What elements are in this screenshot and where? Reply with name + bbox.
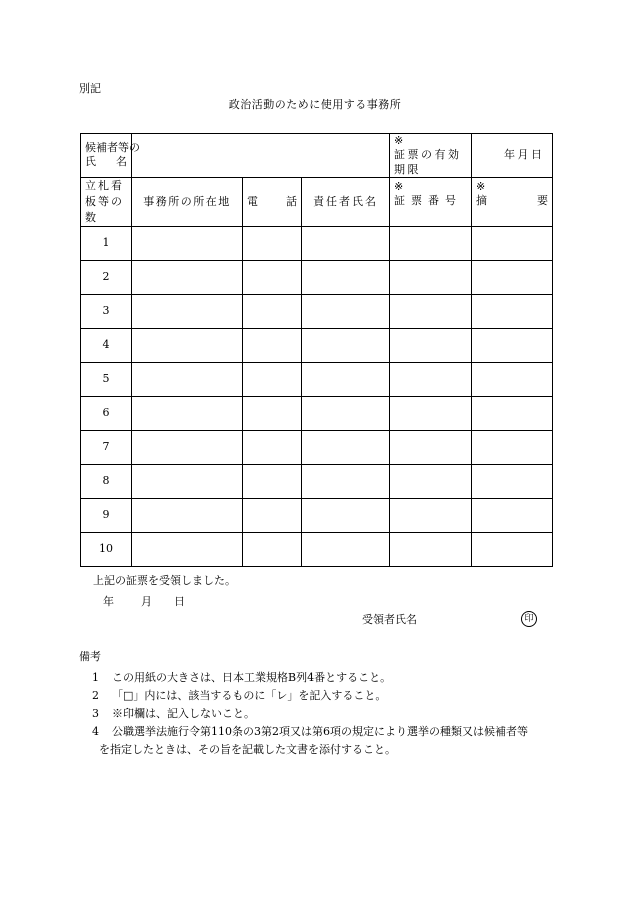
phone-field[interactable] (243, 464, 302, 498)
phone-field[interactable] (243, 532, 302, 566)
table-row (81, 532, 553, 566)
candidate-name-label-cell (81, 134, 140, 178)
row-number: 4 (81, 328, 132, 362)
remarks-field[interactable] (472, 396, 553, 430)
table-row (81, 498, 553, 532)
office-location-field[interactable] (132, 532, 243, 566)
note-item-4-continuation: を指定したときは、その旨を記載した文書を添付すること。 (99, 743, 396, 756)
header-phone: 電 話 (243, 177, 302, 226)
cert-number-field[interactable] (390, 498, 472, 532)
responsible-field[interactable] (302, 362, 390, 396)
row-number: 8 (81, 464, 132, 498)
responsible-field[interactable] (302, 498, 390, 532)
row-number: 1 (81, 226, 132, 260)
remarks-field[interactable] (472, 294, 553, 328)
row-number: 9 (81, 498, 132, 532)
responsible-field[interactable] (302, 430, 390, 464)
phone-field[interactable] (243, 260, 302, 294)
responsible-field[interactable] (302, 260, 390, 294)
row-number: 6 (81, 396, 132, 430)
responsible-field[interactable] (302, 226, 390, 260)
table-row (81, 328, 553, 362)
remarks-field[interactable] (472, 498, 553, 532)
table-row (81, 464, 553, 498)
cert-number-field[interactable] (390, 294, 472, 328)
candidate-name-label-line1: 候 補 者 等 の (85, 141, 140, 155)
validity-date-field[interactable]: 年 月 日 (472, 134, 553, 178)
office-location-field[interactable] (132, 260, 243, 294)
header-responsible: 責任者氏名 (302, 177, 390, 226)
header-office-location: 事務所の所在地 (132, 177, 243, 226)
office-location-field[interactable] (132, 396, 243, 430)
responsible-field[interactable] (302, 328, 390, 362)
responsible-field[interactable] (302, 396, 390, 430)
phone-field[interactable] (243, 396, 302, 430)
validity-label-cell (390, 134, 472, 178)
header-cert-number: ※ 証票番号 (390, 177, 472, 226)
table-row (81, 362, 553, 396)
row-number: 3 (81, 294, 132, 328)
remarks-field[interactable] (472, 430, 553, 464)
office-location-field[interactable] (132, 328, 243, 362)
responsible-field[interactable] (302, 294, 390, 328)
cert-number-field[interactable] (390, 464, 472, 498)
phone-field[interactable] (243, 328, 302, 362)
office-location-field[interactable] (132, 430, 243, 464)
cert-number-field[interactable] (390, 226, 472, 260)
remarks-field[interactable] (472, 532, 553, 566)
validity-label: 証票の有効期限 (394, 148, 462, 176)
office-location-field[interactable] (132, 498, 243, 532)
row-number: 2 (81, 260, 132, 294)
cert-number-field[interactable] (390, 362, 472, 396)
remarks-field[interactable] (472, 226, 553, 260)
document-title: 政治活動のために使用する事務所 (228, 98, 402, 111)
note-item-1: 1 この用紙の大きさは、日本工業規格B列4番とすること。 (92, 671, 392, 684)
cert-number-field[interactable] (390, 396, 472, 430)
note-item-2: 2 「□」内には、該当するものに「レ」を記入すること。 (92, 689, 387, 702)
recipient-name-label: 受領者氏名 (362, 613, 417, 626)
cert-number-field[interactable] (390, 532, 472, 566)
cert-number-field[interactable] (390, 328, 472, 362)
office-location-field[interactable] (132, 226, 243, 260)
responsible-field[interactable] (302, 532, 390, 566)
remarks-field[interactable] (472, 362, 553, 396)
table-row (81, 260, 553, 294)
note-item-3: 3 ※印欄は、記入しないこと。 (92, 707, 255, 720)
remarks-field[interactable] (472, 260, 553, 294)
candidate-name-label-line2: 氏 名 (85, 155, 127, 169)
cert-number-field[interactable] (390, 260, 472, 294)
phone-field[interactable] (243, 226, 302, 260)
phone-field[interactable] (243, 294, 302, 328)
remarks-field[interactable] (472, 328, 553, 362)
phone-field[interactable] (243, 498, 302, 532)
responsible-field[interactable] (302, 464, 390, 498)
row-number: 5 (81, 362, 132, 396)
phone-field[interactable] (243, 430, 302, 464)
remarks-field[interactable] (472, 464, 553, 498)
document-label: 別記 (79, 82, 101, 95)
table-row (81, 396, 553, 430)
header-sign-count: 立札看板等の数 (81, 177, 132, 226)
header-remarks: ※ 摘 要 (472, 177, 553, 226)
seal-mark: 印 (521, 611, 537, 627)
note-item-4: 4 公職選挙法施行令第110条の3第2項又は第6項の規定により選挙の種類又は候補者等 (92, 725, 528, 738)
office-location-field[interactable] (132, 294, 243, 328)
receipt-date: 年 月 日 (103, 595, 185, 608)
office-table (80, 133, 553, 567)
row-number: 10 (81, 532, 132, 566)
office-location-field[interactable] (132, 362, 243, 396)
candidate-name-field[interactable] (132, 134, 390, 178)
note-mark: ※ (394, 134, 404, 147)
table-row (81, 226, 553, 260)
table-row (81, 294, 553, 328)
row-number: 7 (81, 430, 132, 464)
notes-title: 備考 (79, 650, 101, 663)
table-row (81, 430, 553, 464)
phone-field[interactable] (243, 362, 302, 396)
receipt-text: 上記の証票を受領しました。 (93, 574, 236, 587)
office-location-field[interactable] (132, 464, 243, 498)
cert-number-field[interactable] (390, 430, 472, 464)
